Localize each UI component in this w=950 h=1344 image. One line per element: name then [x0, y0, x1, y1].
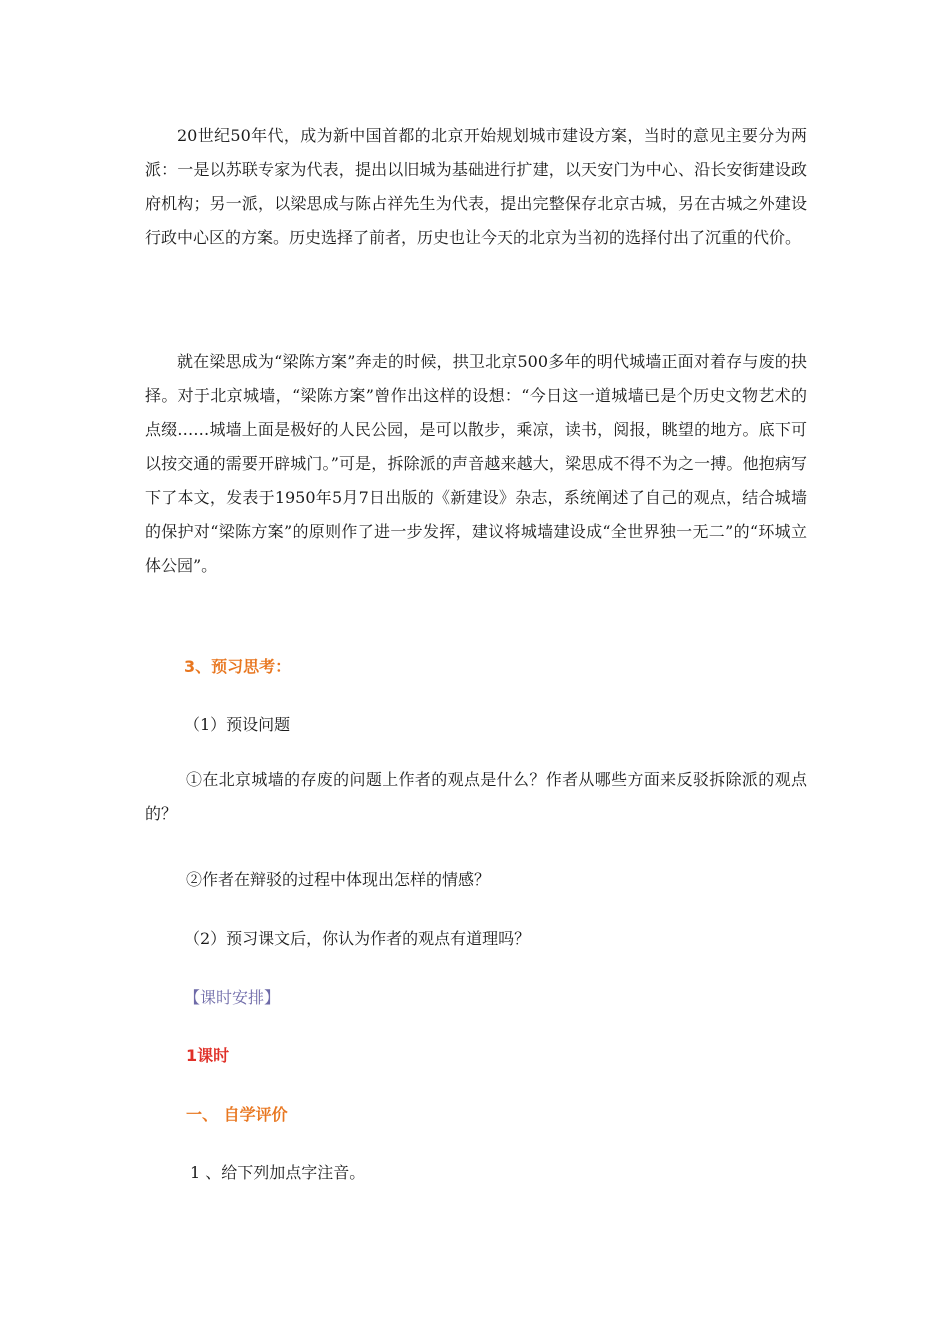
self-study-heading: 一、 自学评价 — [186, 1105, 288, 1124]
self-study-item-1: 1 、给下列加点字注音。 — [190, 1163, 366, 1182]
preset-questions-label: （1）预设问题 — [184, 715, 291, 734]
preview-heading: 3、预习思考： — [184, 657, 292, 676]
lesson-count: 1课时 — [186, 1046, 230, 1065]
question-2: ②作者在辩驳的过程中体现出怎样的情感？ — [186, 870, 491, 889]
schedule-heading: 【课时安排】 — [184, 988, 281, 1007]
preview-question-2: （2）预习课文后，你认为作者的观点有道理吗？ — [184, 929, 531, 948]
question-1: ①在北京城墙的存废的问题上作者的观点是什么？作者从哪些方面来反驳拆除派的观点的？ — [145, 770, 807, 823]
paragraph-city-wall: 就在梁思成为“梁陈方案”奔走的时候，拱卫北京500多年的明代城墙正面对着存与废的抉择。对于北京城墙，“梁陈方案”曾作出这样的设想：“今日这一道城墙已是个历史文物艺术的点缀……城墙上面是极好的人民公园，是可以散步，乘凉，读书，阅报，眺望的地方。底下可以按交通的需要开辟城门。”可是，拆除派的声音越来越大，梁思成不得不为之一搏。他抱病写下了本文，发表于1950年5月7日出版的《新建设》杂志，系统阐述了自己的观点，结合城墙的保护对“梁陈方案”的原则作了进一步发挥，建议将城墙建设成“全世界独一无二”的“环城立体公园”。 — [145, 352, 807, 575]
paragraph-history-plans: 20世纪50年代，成为新中国首都的北京开始规划城市建设方案，当时的意见主要分为两派：一是以苏联专家为代表，提出以旧城为基础进行扩建，以天安门为中心、沿长安街建设政府机构；另一派，以梁思成与陈占祥先生为代表，提出完整保存北京古城，另在古城之外建设行政中心区的方案。历史选择了前者，历史也让今天的北京为当初的选择付出了沉重的代价。 — [145, 126, 807, 247]
